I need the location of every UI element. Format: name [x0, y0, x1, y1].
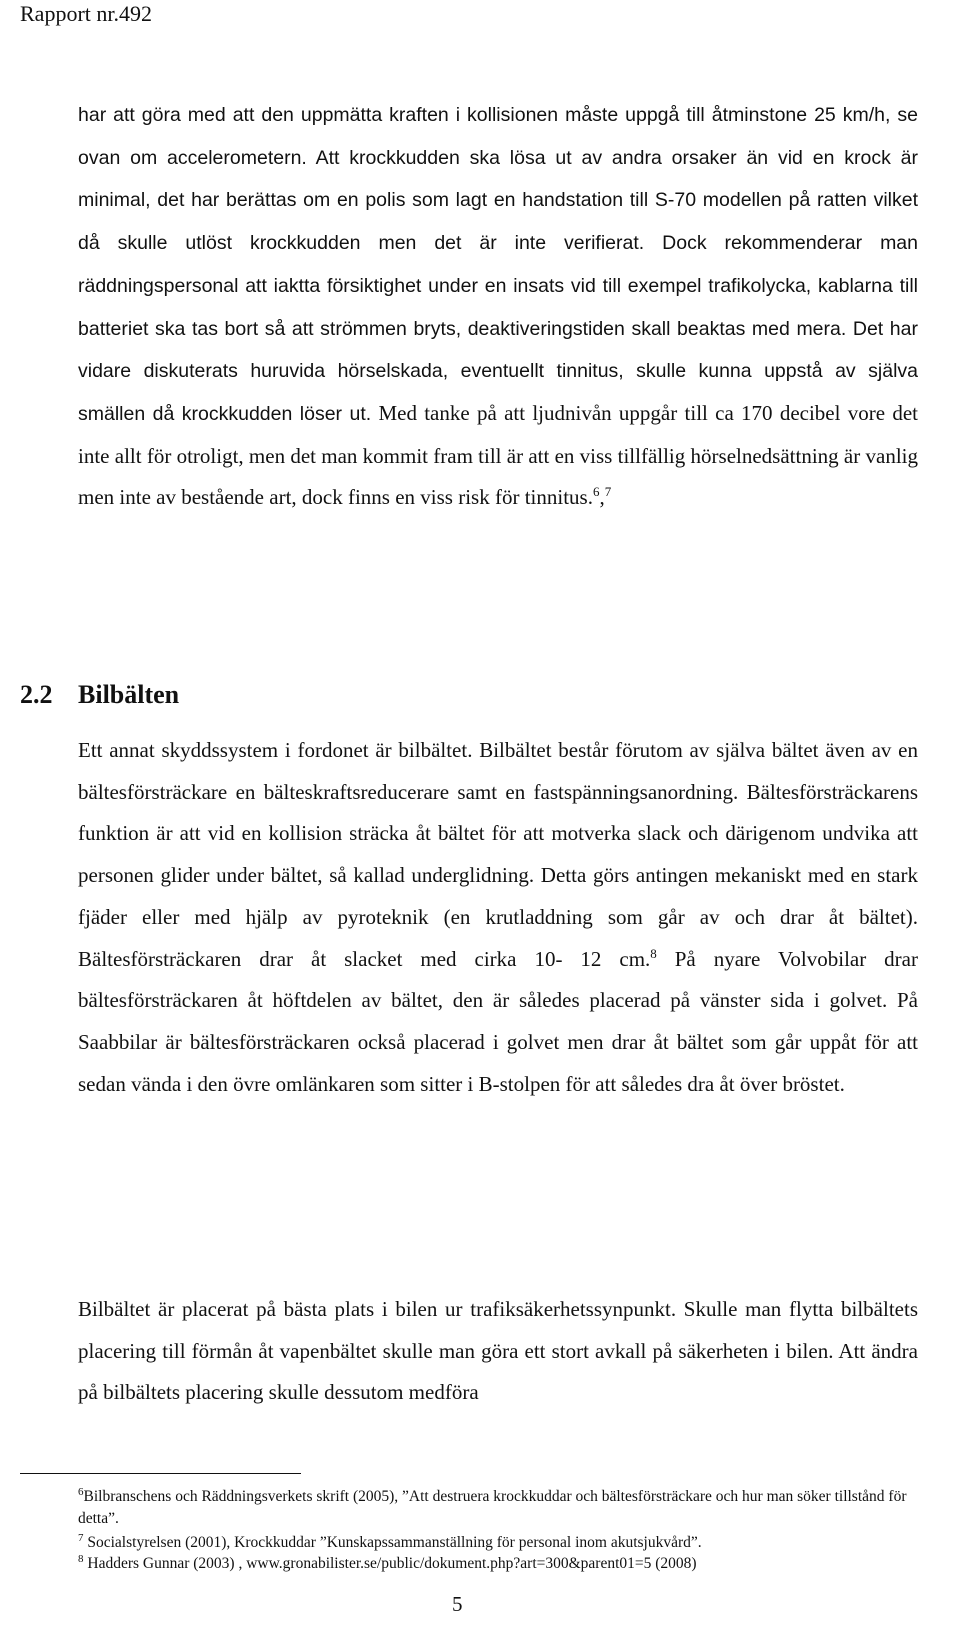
paragraph-seatbelt-placement — [78, 1289, 918, 1414]
paragraph-seatbelt-pretensioner — [78, 730, 918, 1105]
footnote-ref-separator: , — [599, 485, 605, 510]
section-number: 2.2 — [20, 680, 53, 709]
footnote-8 — [78, 1553, 938, 1575]
footnote-6 — [78, 1486, 938, 1530]
paragraph-1-sentences-d: Med tanke på att ljudnivån uppgår till ca 170 decibel vore det inte allt för otroligt, men det man kommit fram till är att en viss tillfällig hörselnedsättning är vanlig men inte av bestående art, dock finns en viss risk för tinnitus. — [78, 400, 918, 510]
paragraph-3-text: Bilbältet är placerat på bästa plats i bilen ur trafiksäkerhetssynpunkt. Skulle man flytta bilbältets placering till förmån åt vapenbältet skulle man göra ett stort avkall på säkerheten i bilen. Att ändra på bilbältets placering skulle dessutom medföra — [78, 1297, 918, 1405]
footnote-divider — [20, 1473, 301, 1474]
paragraph-airbag-deployment — [78, 94, 918, 519]
paragraph-1-sentences-a: har att göra med att den uppmätta kraften i kollisionen måste uppgå till åtminstone 25 km/h, se ovan om accelerometern. Att krockkudden ska lösa ut av andra orsaker än vid en krock är minimal, det har berättas om en polis som lagt en handstation till S-70 modellen på ratten vilket då skulle utlöst krockkudden men det är inte verifierat. — [78, 104, 918, 255]
footnote-marker: 8 — [78, 1552, 84, 1565]
paragraph-1-sentences-b: Dock rekommenderar man räddningspersonal att iaktta försiktighet under en insats vid till exempel trafikolycka, kablarna till batteriet ska tas bort så att strömmen bryts, deaktiveringstiden skall beaktas med mera. — [78, 232, 918, 340]
paragraph-1-sentences-c: Det har vidare diskuterats huruvida hörselskada, eventuellt tinnitus, skulle kunna uppstå av själva smällen då krockkudden löser ut. — [78, 317, 918, 425]
footnote-ref-6[interactable]: 6 — [592, 484, 600, 500]
section-title: Bilbälten — [78, 680, 180, 709]
footnote-text: Socialstyrelsen (2001), Krockkuddar ”Kunskapssammanställning för personal inom akutsjukvård”. — [83, 1534, 702, 1551]
page-number: 5 — [452, 1592, 463, 1616]
footnote-7 — [78, 1532, 938, 1554]
report-number-header: Rapport nr.492 — [20, 1, 152, 26]
section-heading — [20, 677, 179, 713]
footnote-text: Hadders Gunnar (2003) , www.gronabilister.se/public/dokument.php?art=300&parent01=5 (2008) — [83, 1555, 697, 1572]
footnote-marker: 7 — [78, 1531, 84, 1544]
paragraph-2-text-a: Ett annat skyddssystem i fordonet är bilbältet. Bilbältet består förutom av själva bältet även av en bältesförsträckare en bälteskraftsreducerare samt en fastspänningsanordning. Bältesförsträckarens funktion är att vid en kollision sträcka åt bältet för att motverka slack och därigenom undvika att personen glider under bältet, så kallad underglidning. Detta görs antingen mekaniskt med en stark fjäder eller med hjälp av pyroteknik (en krutladdning som går av och drar åt bältet). Bältesförsträckaren drar åt slacket med cirka 10- 12 cm. — [78, 738, 918, 971]
footnote-ref-7[interactable]: 7 — [604, 484, 612, 500]
footnote-ref-8[interactable]: 8 — [650, 945, 657, 961]
paragraph-2-text-b: På nyare Volvobilar drar bältesförsträckaren åt höftdelen av bältet, den är således placerad på vänster sida i golvet. På Saabbilar är bältesförsträckaren också placerad i golvet men drar åt bältet som går uppåt för att sedan vända i den övre omlänkaren som sitter i B-stolpen för att således dra åt över bröstet. — [78, 946, 918, 1096]
footnote-text: Bilbranschens och Räddningsverkets skrift (2005), ”Att destruera krockkuddar och bältesförsträckare och hur man söker tillstånd för detta”. — [78, 1488, 907, 1527]
footnote-marker: 6 — [78, 1485, 84, 1498]
